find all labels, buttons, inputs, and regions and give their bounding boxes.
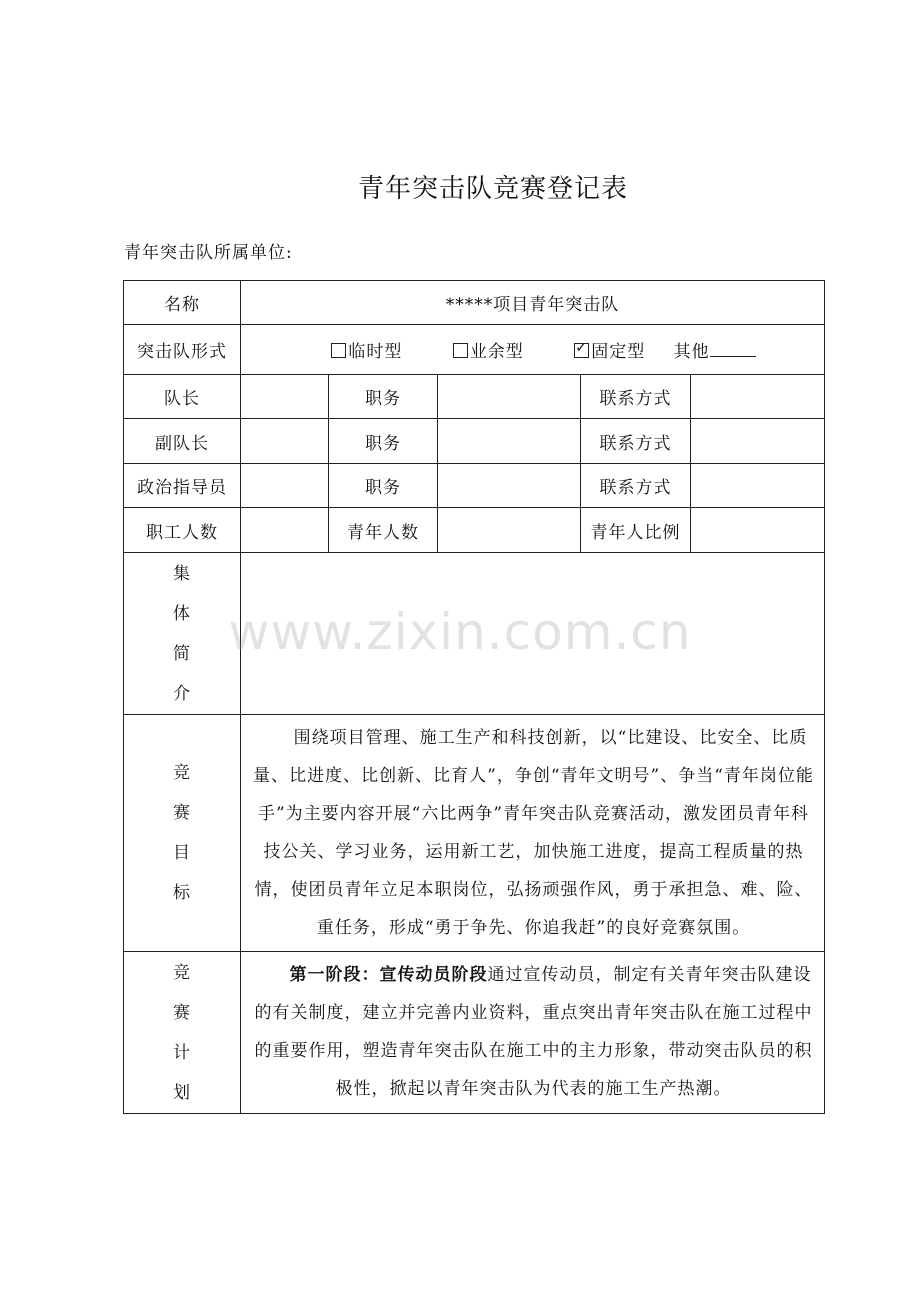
goal-label: 竞 赛 目 标	[124, 715, 241, 952]
instructor-contact-cell[interactable]	[691, 464, 825, 508]
instructor-position-cell[interactable]	[438, 464, 581, 508]
instructor-position-label: 职务	[329, 464, 438, 508]
option-temporary[interactable]	[331, 342, 402, 362]
option-fixed[interactable]	[574, 342, 645, 362]
row-plan	[124, 952, 825, 1114]
unit-label: 青年突击队所属单位:	[124, 243, 293, 263]
name-label: 名称	[124, 281, 241, 325]
instructor-value-cell[interactable]	[241, 464, 329, 508]
leader-contact-label: 联系方式	[581, 375, 691, 419]
row-instructor	[124, 464, 825, 508]
leader-value-cell[interactable]	[241, 375, 329, 419]
deputy-label: 副队长	[124, 419, 241, 464]
option-other[interactable]	[674, 342, 756, 362]
leader-contact-cell[interactable]	[691, 375, 825, 419]
row-deputy	[124, 419, 825, 464]
instructor-contact-label: 联系方式	[581, 464, 691, 508]
youth-count-label: 青年人数	[329, 508, 438, 553]
row-goal	[124, 715, 825, 952]
team-name-value[interactable]: *****项目青年突击队	[241, 281, 825, 325]
option-fixed-label: 固定型	[591, 342, 646, 362]
option-other-label: 其他	[673, 342, 710, 362]
deputy-value-cell[interactable]	[241, 419, 329, 464]
watermark: www.zixin.com.cn	[228, 603, 692, 661]
deputy-position-cell[interactable]	[438, 419, 581, 464]
youth-count-cell[interactable]	[438, 508, 581, 553]
deputy-contact-label: 联系方式	[581, 419, 691, 464]
checkbox-icon[interactable]	[331, 343, 346, 358]
plan-text-cell	[241, 952, 825, 1114]
leader-position-label: 职务	[329, 375, 438, 419]
option-amateur[interactable]	[453, 342, 524, 362]
form-options	[241, 325, 825, 375]
plan-stage-title: 第一阶段：宣传动员阶段	[289, 965, 488, 985]
registration-table	[123, 280, 825, 1114]
row-staff	[124, 508, 825, 553]
deputy-position-label: 职务	[329, 419, 438, 464]
row-leader	[124, 375, 825, 419]
staff-count-cell[interactable]	[241, 508, 329, 553]
checkbox-icon[interactable]	[453, 343, 468, 358]
row-name	[124, 281, 825, 325]
deputy-contact-cell[interactable]	[691, 419, 825, 464]
option-temporary-label: 临时型	[348, 342, 403, 362]
instructor-label: 政治指导员	[124, 464, 241, 508]
youth-ratio-cell[interactable]	[691, 508, 825, 553]
plan-label: 竞 赛 计 划	[124, 952, 241, 1114]
checkbox-checked-icon[interactable]	[574, 343, 589, 358]
page-title: 青年突击队竞赛登记表	[357, 174, 628, 204]
option-amateur-label: 业余型	[469, 342, 524, 362]
leader-label: 队长	[124, 375, 241, 419]
other-blank-field[interactable]	[710, 342, 756, 357]
row-intro	[124, 553, 825, 715]
leader-position-cell[interactable]	[438, 375, 581, 419]
intro-content-cell[interactable]	[241, 553, 825, 715]
goal-text: 围绕项目管理、施工生产和科技创新，以“比建设、比安全、比质量、比进度、比创新、比育人”，争创“青年文明号”、争当“青年岗位能手”为主要内容开展“六比两争”青年突击队竞赛活动，激发团员青年科技公关、学习业务，运用新工艺，加快施工进度，提高工程质量的热情，使团员青年立足本职岗位，弘扬顽强作风，勇于承担急、难、险、重任务，形成“勇于争先、你追我赶”的良好竞赛氛围。	[241, 715, 825, 952]
intro-label: 集 体 简 介	[124, 553, 241, 715]
form-label: 突击队形式	[124, 325, 241, 375]
staff-count-label: 职工人数	[124, 508, 241, 553]
plan-text: 通过宣传动员，制定有关青年突击队建设的有关制度，建立并完善内业资料，重点突出青年突击队在施工过程中的重要作用，塑造青年突击队在施工中的主力形象，带动突击队员的积极性，掀起以青年突击队为代表的施工生产热潮。	[254, 965, 813, 1099]
youth-ratio-label: 青年人比例	[581, 508, 691, 553]
row-form	[124, 325, 825, 375]
